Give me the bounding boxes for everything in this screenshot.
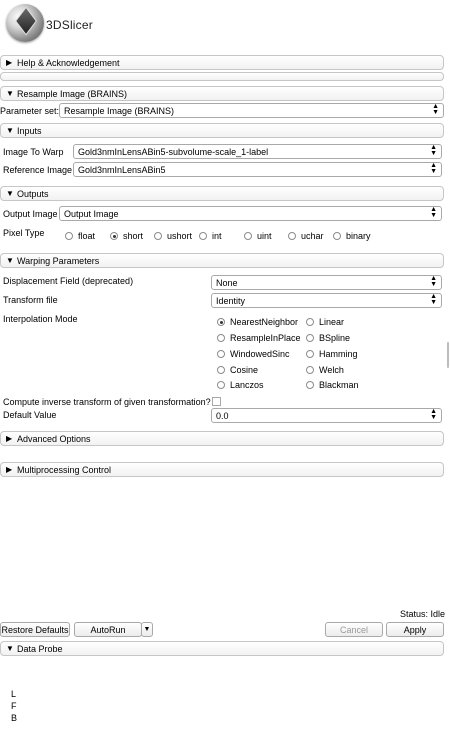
interp-bspline-radio[interactable] (306, 332, 350, 344)
transform-file-combo[interactable] (211, 293, 442, 308)
displacement-field-value: None (216, 278, 238, 288)
radio-off-icon (288, 232, 296, 240)
multiprocessing-section-header[interactable] (0, 462, 444, 477)
image-to-warp-label: Image To Warp (3, 147, 64, 157)
displacement-field-label: Displacement Field (deprecated) (3, 276, 134, 286)
default-value-spinbox[interactable] (211, 408, 442, 423)
inputs-section-label: Inputs (17, 126, 42, 136)
interp-windowedsinc-radio[interactable] (217, 348, 290, 360)
autorun-button[interactable]: AutoRun (74, 622, 142, 637)
autorun-dropdown-button[interactable] (141, 622, 153, 637)
updown-arrow-icon: ▲ ▼ (430, 144, 437, 157)
radio-label: short (123, 231, 144, 241)
radio-off-icon (306, 366, 314, 374)
interp-nearestneighbor-radio[interactable] (217, 316, 298, 328)
displacement-field-combo[interactable] (211, 275, 442, 290)
radio-off-icon (217, 366, 225, 374)
collapse-arrow-icon: ▼ (6, 644, 14, 653)
advanced-section-label: Advanced Options (17, 434, 91, 444)
pixel-type-int-radio[interactable] (199, 230, 222, 242)
transform-file-value: Identity (216, 296, 246, 306)
help-section-collapsed-body (0, 72, 444, 81)
radio-label: Blackman (319, 380, 359, 390)
apply-button[interactable]: Apply (386, 622, 444, 637)
module-section-label: Resample Image (BRAINS) (17, 89, 128, 99)
radio-on-icon (110, 232, 118, 240)
radio-off-icon (306, 334, 314, 342)
collapse-arrow-icon: ▼ (6, 89, 14, 98)
radio-label: Hamming (319, 349, 358, 359)
radio-off-icon (306, 381, 314, 389)
interp-resampleinplace-radio[interactable] (217, 332, 301, 344)
advanced-section-header[interactable] (0, 431, 444, 446)
module-section-header[interactable] (0, 86, 444, 101)
reference-image-combo[interactable] (73, 162, 442, 177)
radio-label: binary (346, 231, 371, 241)
radio-off-icon (199, 232, 207, 240)
radio-label: Lanczos (230, 380, 264, 390)
image-to-warp-combo[interactable] (73, 144, 442, 159)
spin-arrows-icon[interactable]: ▲ ▼ (430, 408, 437, 421)
radio-label: uint (257, 231, 272, 241)
interp-welch-radio[interactable] (306, 364, 344, 376)
logo-text: 3DSlicer (46, 18, 93, 32)
radio-label: Linear (319, 317, 345, 327)
data-probe-section-header[interactable] (0, 641, 444, 656)
radio-off-icon (154, 232, 162, 240)
radio-off-icon (217, 350, 225, 358)
radio-label: ResampleInPlace (230, 333, 301, 343)
radio-label: float (78, 231, 96, 241)
scrollbar-thumb[interactable] (447, 342, 449, 368)
pixel-type-binary-radio[interactable] (333, 230, 371, 242)
radio-off-icon (306, 318, 314, 326)
multiprocessing-section-label: Multiprocessing Control (17, 465, 112, 475)
updown-arrow-icon: ▲ ▼ (430, 275, 437, 288)
pixel-type-ushort-radio[interactable] (154, 230, 192, 242)
radio-off-icon (217, 381, 225, 389)
transform-file-label: Transform file (3, 295, 58, 305)
default-value-label: Default Value (3, 410, 57, 420)
output-image-label: Output Image (3, 209, 58, 219)
orientation-f-label: F (11, 701, 17, 711)
warping-section-label: Warping Parameters (17, 256, 100, 266)
radio-off-icon (244, 232, 252, 240)
reference-image-value: Gold3nmInLensABin5 (78, 165, 166, 175)
cancel-button[interactable]: Cancel (325, 622, 383, 637)
image-to-warp-value: Gold3nmInLensABin5-subvolume-scale_1-label (78, 147, 269, 157)
radio-off-icon (306, 350, 314, 358)
radio-off-icon (65, 232, 73, 240)
help-section-label: Help & Acknowledgement (17, 58, 120, 68)
radio-on-icon (217, 318, 225, 326)
interpolation-mode-label: Interpolation Mode (3, 314, 78, 324)
radio-label: NearestNeighbor (230, 317, 299, 327)
parameter-set-value: Resample Image (BRAINS) (64, 106, 175, 116)
parameter-set-combo[interactable] (59, 103, 444, 118)
warping-section-header[interactable] (0, 253, 444, 268)
parameter-set-label: Parameter set: (0, 106, 60, 116)
collapse-arrow-icon: ▼ (6, 256, 14, 265)
reference-image-label: Reference Image (3, 165, 73, 175)
radio-off-icon (217, 334, 225, 342)
interp-lanczos-radio[interactable] (217, 379, 264, 391)
slicer-logo (0, 0, 100, 48)
chevron-down-icon: ▼ (143, 626, 151, 633)
orientation-l-label: L (11, 689, 17, 699)
interp-cosine-radio[interactable] (217, 364, 258, 376)
interp-hamming-radio[interactable] (306, 348, 358, 360)
outputs-section-header[interactable] (0, 186, 444, 201)
expand-arrow-icon: ▶ (6, 465, 13, 474)
help-section-header[interactable] (0, 55, 444, 70)
output-image-value: Output Image (64, 209, 119, 219)
inputs-section-header[interactable] (0, 123, 444, 138)
output-image-combo[interactable] (59, 206, 442, 221)
pixel-type-label: Pixel Type (3, 228, 45, 238)
interp-linear-radio[interactable] (306, 316, 344, 328)
radio-label: Cosine (230, 365, 259, 375)
pixel-type-uchar-radio[interactable] (288, 230, 324, 242)
default-value-value: 0.0 (216, 411, 229, 421)
inverse-transform-checkbox[interactable] (212, 397, 221, 406)
updown-arrow-icon: ▲ ▼ (430, 162, 437, 175)
expand-arrow-icon: ▶ (6, 58, 13, 67)
inverse-transform-label: Compute inverse transform of given transformation? (3, 397, 211, 407)
radio-off-icon (333, 232, 341, 240)
data-probe-section-label: Data Probe (17, 644, 63, 654)
interp-blackman-radio[interactable] (306, 379, 359, 391)
restore-defaults-button[interactable]: Restore Defaults (0, 622, 70, 637)
orientation-b-label: B (11, 713, 18, 723)
collapse-arrow-icon: ▼ (6, 189, 14, 198)
updown-arrow-icon: ▲ ▼ (432, 103, 439, 116)
radio-label: BSpline (319, 333, 351, 343)
collapse-arrow-icon: ▼ (6, 126, 14, 135)
radio-label: int (212, 231, 222, 241)
radio-label: uchar (301, 231, 324, 241)
radio-label: Welch (319, 365, 344, 375)
status-text: Status: Idle (400, 609, 446, 619)
pixel-type-uint-radio[interactable] (244, 230, 272, 242)
radio-label: ushort (167, 231, 193, 241)
updown-arrow-icon: ▲ ▼ (430, 293, 437, 306)
radio-label: WindowedSinc (230, 349, 290, 359)
outputs-section-label: Outputs (17, 189, 49, 199)
updown-arrow-icon: ▲ ▼ (430, 206, 437, 219)
pixel-type-short-radio[interactable] (110, 230, 143, 242)
pixel-type-float-radio[interactable] (65, 230, 95, 242)
expand-arrow-icon: ▶ (6, 434, 13, 443)
